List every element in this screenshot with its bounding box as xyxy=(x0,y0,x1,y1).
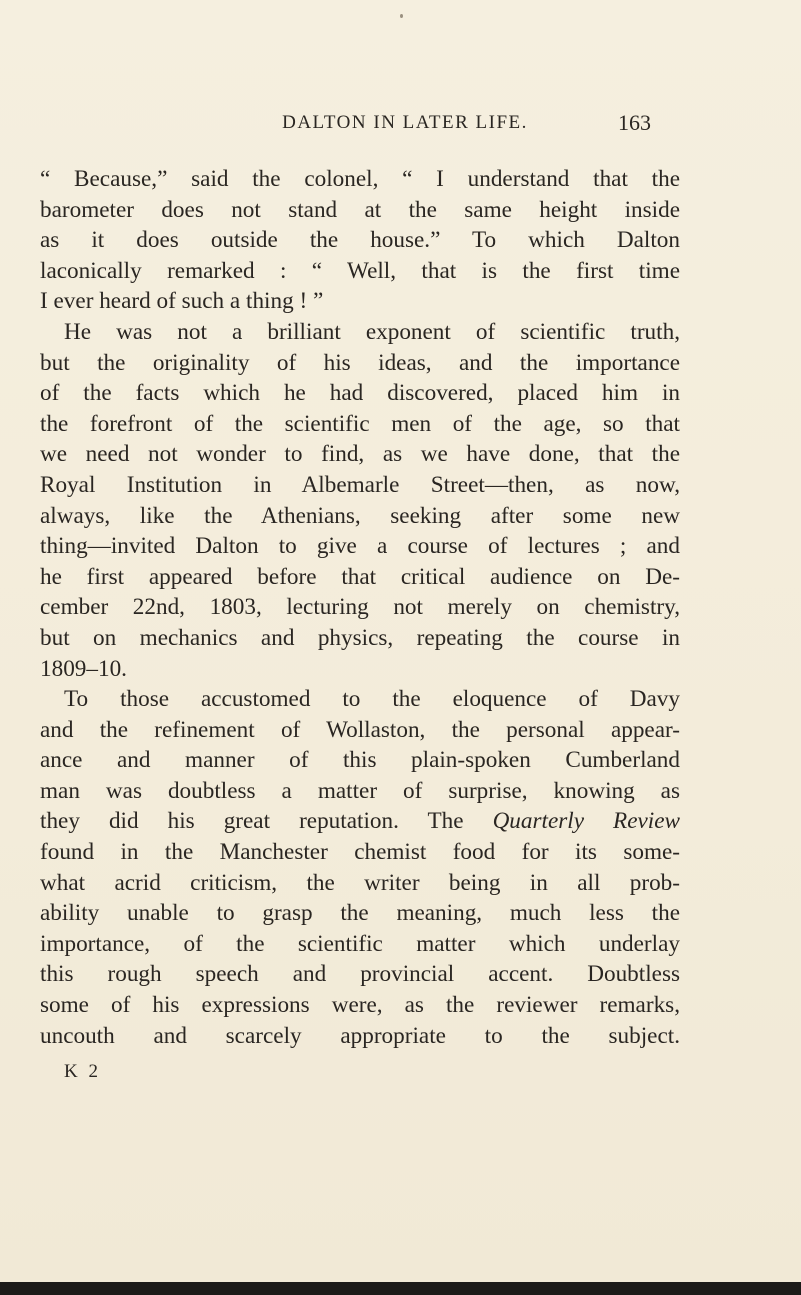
text-line: thing—invited Dalton to give a course of lectures ; and xyxy=(40,533,680,560)
text-line: To those accustomed to the eloquence of Davy xyxy=(64,686,680,713)
text-line: ance and manner of this plain-spoken Cumberland xyxy=(40,747,680,774)
text-line: ability unable to grasp the meaning, much less the xyxy=(40,900,680,927)
text-line: cember 22nd, 1803, lecturing not merely on chemistry, xyxy=(40,594,680,621)
text-line: laconically remarked : “ Well, that is the first time xyxy=(40,257,680,284)
text-line: and the refinement of Wollaston, the personal appear- xyxy=(40,716,680,743)
text-line: he first appeared before that critical audience on De- xyxy=(40,563,680,590)
body-text xyxy=(40,164,680,1051)
text-line: Royal Institution in Albemarle Street—then, as now, xyxy=(40,471,680,498)
paper-speck xyxy=(400,14,403,18)
text-line: as it does outside the house.” To which Dalton xyxy=(40,227,680,254)
text-line: importance, of the scientific matter which underlay xyxy=(40,930,680,957)
text-line: what acrid criticism, the writer being in all prob- xyxy=(40,869,680,896)
text-line: but on mechanics and physics, repeating the course in xyxy=(40,624,680,651)
text-line: some of his expressions were, as the reviewer remarks, xyxy=(40,992,680,1019)
text-line: 1809–10. xyxy=(40,655,127,682)
text-line: they did his great reputation. The Quarterly Review xyxy=(40,808,680,835)
text-line: but the originality of his ideas, and the importance xyxy=(40,349,680,376)
text-line: uncouth and scarcely appropriate to the subject. xyxy=(40,1022,680,1049)
text-line: this rough speech and provincial accent. Doubtless xyxy=(40,961,680,988)
text-line: we need not wonder to find, as we have done, that the xyxy=(40,441,680,468)
text-line: I ever heard of such a thing ! ” xyxy=(40,288,324,315)
journal-title: Quarterly Review xyxy=(492,808,680,835)
page-bottom-edge xyxy=(0,1282,801,1295)
text-line: the forefront of the scientific men of the age, so that xyxy=(40,410,680,437)
text-line: found in the Manchester chemist food for its some- xyxy=(40,839,680,866)
text-line: barometer does not stand at the same height inside xyxy=(40,196,680,223)
running-head: DALTON IN LATER LIFE. xyxy=(282,112,528,133)
text-line: “ Because,” said the colonel, “ I understand that the xyxy=(40,166,680,192)
signature-mark: K 2 xyxy=(64,1061,101,1082)
text-line: man was doubtless a matter of surprise, knowing as xyxy=(40,777,680,804)
text-line: He was not a brilliant exponent of scientific truth, xyxy=(64,318,680,345)
text-line: of the facts which he had discovered, placed him in xyxy=(40,380,680,407)
page-number: 163 xyxy=(618,110,651,135)
text-line: always, like the Athenians, seeking after some new xyxy=(40,502,680,529)
